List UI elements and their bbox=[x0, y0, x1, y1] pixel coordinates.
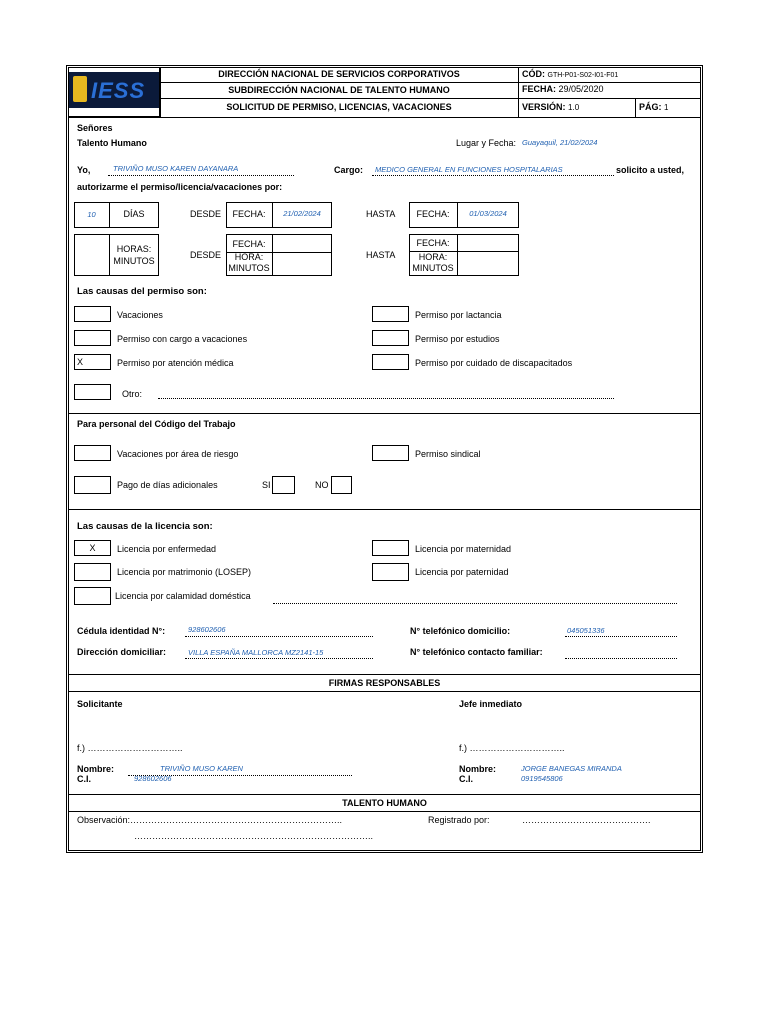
hasta-hora-label: HORA: MINUTOS bbox=[412, 252, 454, 273]
label-calamidad: Licencia por calamidad doméstica bbox=[115, 591, 251, 601]
checkbox-estudios[interactable] bbox=[372, 330, 409, 346]
registrado-line[interactable]: ……………………………………. bbox=[522, 815, 651, 825]
jefe-ci-label: C.I. bbox=[459, 774, 474, 784]
label-vacaciones: Vacaciones bbox=[117, 310, 163, 320]
lugar-value[interactable]: Guayaquil, 21/02/2024 bbox=[522, 138, 598, 147]
sol-ci-label: C.I. bbox=[77, 774, 92, 784]
desde-label-2: DESDE bbox=[190, 250, 222, 260]
cargo-value[interactable]: MEDICO GENERAL EN FUNCIONES HOSPITALARIAS bbox=[375, 165, 563, 174]
doc-title: SOLICITUD DE PERMISO, LICENCIAS, VACACIONES bbox=[226, 102, 452, 112]
checkbox-vacaciones[interactable] bbox=[74, 306, 111, 322]
calamidad-line[interactable] bbox=[273, 603, 677, 604]
observacion-line2[interactable]: …………………………………………………………………….. bbox=[134, 831, 374, 841]
label-lactancia: Permiso por lactancia bbox=[415, 310, 502, 320]
desde-fecha-label: FECHA: bbox=[232, 209, 266, 219]
desde-hora-label: HORA: MINUTOS bbox=[228, 252, 270, 273]
logo bbox=[69, 72, 159, 108]
checkbox-calamidad[interactable] bbox=[74, 587, 111, 605]
jefe-label: Jefe inmediato bbox=[459, 699, 523, 709]
sol-nombre-value[interactable]: TRIVIÑO MUSO KAREN bbox=[160, 764, 243, 773]
sol-ci-value[interactable]: 928602606 bbox=[134, 774, 172, 783]
cargo-label: Cargo: bbox=[334, 165, 363, 175]
version-field: VERSIÓN: 1.0 bbox=[522, 102, 580, 112]
label-matrimonio: Licencia por matrimonio (LOSEP) bbox=[117, 567, 252, 577]
label-pago-dias: Pago de días adicionales bbox=[117, 480, 218, 490]
label-enfermedad: Licencia por enfermedad bbox=[117, 544, 217, 554]
causas-permiso-title: Las causas del permiso son: bbox=[77, 286, 207, 297]
label-vac-riesgo: Vacaciones por área de riesgo bbox=[117, 449, 239, 459]
hasta-fecha2-label: FECHA: bbox=[416, 238, 450, 248]
jefe-nombre-label: Nombre: bbox=[459, 764, 497, 774]
fecha-field: FECHA: 29/05/2020 bbox=[522, 84, 604, 94]
codigo-trabajo-title: Para personal del Código del Trabajo bbox=[77, 419, 236, 429]
checkbox-paternidad[interactable] bbox=[372, 563, 409, 581]
hasta-label: HASTA bbox=[366, 209, 396, 219]
label-otro: Otro: bbox=[122, 389, 143, 399]
checkbox-vac-riesgo[interactable] bbox=[74, 445, 111, 461]
jefe-nombre-value[interactable]: JORGE BANEGAS MIRANDA bbox=[521, 764, 622, 773]
dir-value[interactable]: VILLA ESPAÑA MALLORCA MZ2141-15 bbox=[188, 648, 324, 657]
desde-fecha-value: 21/02/2024 bbox=[283, 209, 321, 218]
suborg-name: SUBDIRECCIÓN NACIONAL DE TALENTO HUMANO bbox=[228, 85, 450, 95]
label-sindical: Permiso sindical bbox=[415, 449, 481, 459]
dias-value: 10 bbox=[87, 210, 96, 219]
firmas-title: FIRMAS RESPONSABLES bbox=[328, 678, 441, 688]
tel-fam-line[interactable] bbox=[565, 658, 677, 659]
checkbox-pago-dias[interactable] bbox=[74, 476, 111, 494]
checkbox-lactancia[interactable] bbox=[372, 306, 409, 322]
checkbox-discapacitados[interactable] bbox=[372, 354, 409, 370]
sol-nombre-label: Nombre: bbox=[77, 764, 115, 774]
checkbox-sindical[interactable] bbox=[372, 445, 409, 461]
cod-field: CÓD: GTH-P01-S02-I01-F01 bbox=[522, 69, 619, 79]
checkbox-otro[interactable] bbox=[74, 384, 111, 400]
mark-atencion-medica: X bbox=[77, 357, 84, 367]
yo-label: Yo, bbox=[77, 165, 91, 175]
label-no: NO bbox=[315, 480, 329, 490]
solicitante-label: Solicitante bbox=[77, 699, 123, 709]
desde-fecha2-label: FECHA: bbox=[232, 239, 266, 249]
solicito: solicito a usted, bbox=[616, 165, 685, 175]
tel-dom-value[interactable]: 045051336 bbox=[567, 626, 605, 635]
label-estudios: Permiso por estudios bbox=[415, 334, 500, 344]
hasta-label-2: HASTA bbox=[366, 250, 396, 260]
yo-value[interactable]: TRIVIÑO MUSO KAREN DAYANARA bbox=[113, 164, 239, 173]
talento-title: TALENTO HUMANO bbox=[342, 798, 427, 808]
jefe-firma-line[interactable]: f.) ………………………….. bbox=[459, 743, 565, 753]
page-field: PÁG: 1 bbox=[639, 102, 669, 112]
mark-enfermedad: X bbox=[89, 543, 96, 553]
logo-emblem-icon bbox=[73, 76, 87, 102]
hasta-fecha-value: 01/03/2024 bbox=[469, 209, 507, 218]
checkbox-no[interactable] bbox=[331, 476, 352, 494]
causas-licencia-title: Las causas de la licencia son: bbox=[77, 521, 213, 532]
otro-line[interactable] bbox=[158, 398, 614, 399]
label-cargo-vacaciones: Permiso con cargo a vacaciones bbox=[117, 334, 248, 344]
registrado-label: Registrado por: bbox=[428, 815, 490, 825]
dir-label: Dirección domiciliar: bbox=[77, 647, 167, 657]
logo-text: IESS bbox=[91, 78, 146, 103]
talento-humano: Talento Humano bbox=[77, 138, 147, 148]
checkbox-si[interactable] bbox=[272, 476, 295, 494]
label-atencion-medica: Permiso por atención médica bbox=[117, 358, 234, 368]
cedula-label: Cédula identidad N°: bbox=[77, 626, 166, 636]
dias-label: DÍAS bbox=[123, 209, 145, 219]
checkbox-matrimonio[interactable] bbox=[74, 563, 111, 581]
autorizarme: autorizarme el permiso/licencia/vacaciones por: bbox=[77, 182, 283, 192]
org-name: DIRECCIÓN NACIONAL DE SERVICIOS CORPORATIVOS bbox=[218, 69, 460, 79]
tel-dom-label: N° telefónico domicilio: bbox=[410, 626, 511, 636]
hasta-fecha-label: FECHA: bbox=[416, 209, 450, 219]
desde-label: DESDE bbox=[190, 209, 222, 219]
label-paternidad: Licencia por paternidad bbox=[415, 567, 509, 577]
checkbox-maternidad[interactable] bbox=[372, 540, 409, 556]
senores: Señores bbox=[77, 123, 113, 133]
lugar-label: Lugar y Fecha: bbox=[456, 138, 517, 148]
checkbox-cargo-vacaciones[interactable] bbox=[74, 330, 111, 346]
jefe-ci-value[interactable]: 0919545806 bbox=[521, 774, 563, 783]
sol-firma-line[interactable]: f.) ………………………….. bbox=[77, 743, 183, 753]
label-si: SI bbox=[262, 480, 271, 490]
tel-fam-label: N° telefónico contacto familiar: bbox=[410, 647, 543, 657]
observacion[interactable]: Observación:…………………………………………………………….. bbox=[77, 815, 343, 825]
cedula-value[interactable]: 928602606 bbox=[188, 625, 226, 634]
horas-label: HORAS: MINUTOS bbox=[113, 244, 155, 266]
label-maternidad: Licencia por maternidad bbox=[415, 544, 512, 554]
label-discapacitados: Permiso por cuidado de discapacitados bbox=[415, 358, 573, 368]
